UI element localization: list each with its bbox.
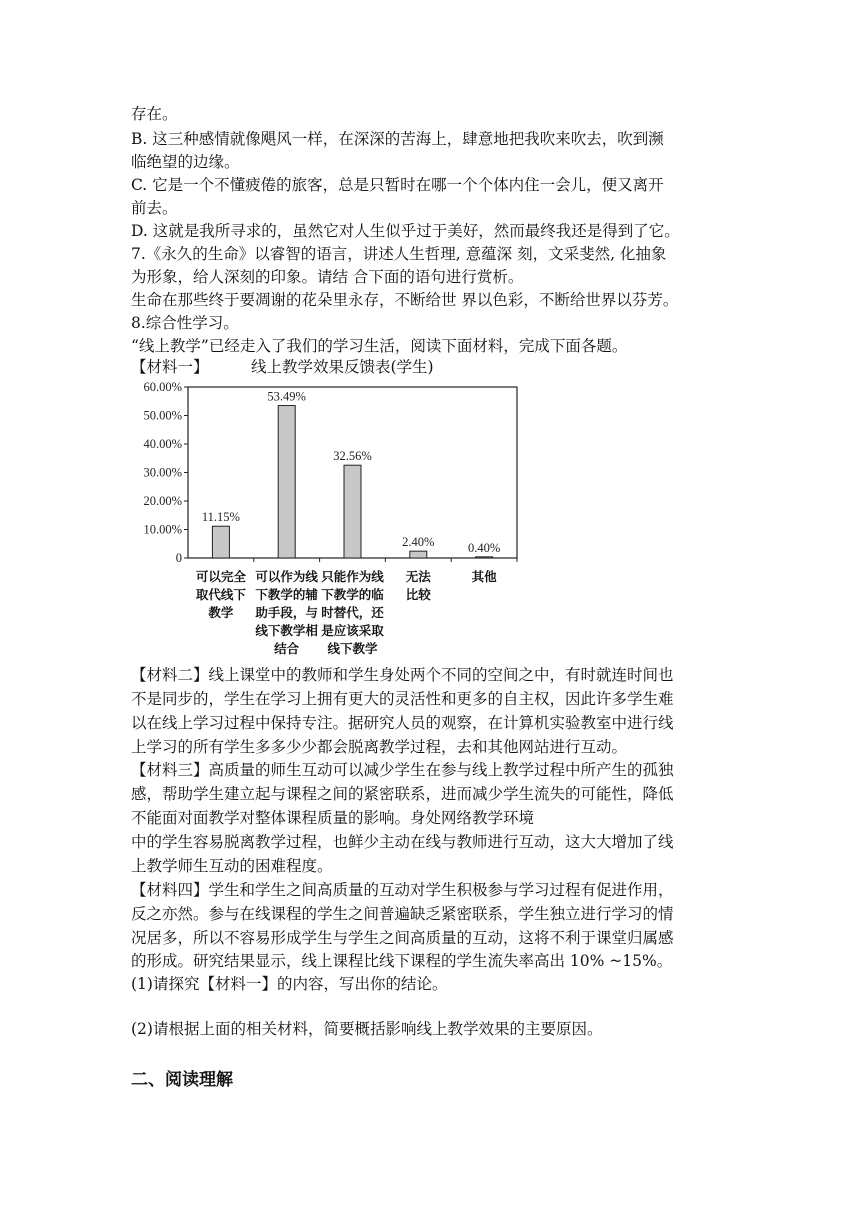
- text-line: 前去。: [131, 199, 178, 217]
- chart-title: 线上教学效果反馈表(学生): [251, 358, 434, 376]
- x-category-label-line: 无法: [405, 569, 431, 584]
- text-line: 感，帮助学生建立起与课程之间的紧密联系，进而减少学生流失的可能性，降低: [131, 785, 674, 803]
- text-line: 为形象，给人深刻的印象。请结 合下面的语句进行赏析。: [131, 268, 524, 286]
- text-line: “线上教学”已经走入了我们的学习生活，阅读下面材料，完成下面各题。: [131, 337, 628, 355]
- text-line: 中的学生容易脱离教学过程，也鲜少主动在线与教师进行互动，这大大增加了线: [131, 833, 674, 851]
- data-label: 53.49%: [267, 389, 306, 404]
- text-line: 临绝望的边缘。: [131, 153, 240, 171]
- y-tick-label: 60.00%: [143, 380, 182, 394]
- section-heading: 二、阅读理解: [131, 1070, 233, 1090]
- question-1: (1)请探究【材料一】的内容，写出你的结论。: [131, 975, 448, 993]
- x-category-label: [444, 568, 524, 586]
- data-label: 11.15%: [201, 510, 240, 525]
- bar: [476, 557, 493, 558]
- x-category-label-line: 线下教学相: [255, 623, 318, 638]
- x-category-label-line: 其他: [471, 569, 497, 584]
- x-category-label-line: 助手段，与: [255, 605, 318, 620]
- text-line: 上学习的所有学生多多少少都会脱离教学过程，去和其他网站进行互动。: [131, 738, 628, 756]
- text-line: 以在线上学习过程中保持专注。据研究人员的观察，在计算机实验教室中进行线: [131, 714, 674, 732]
- text-line: 反之亦然。参与在线课程的学生之间普遍缺乏紧密联系，学生独立进行学习的情: [131, 905, 674, 923]
- text-line: 上教学师生互动的困难程度。: [131, 857, 333, 875]
- x-category-label-line: 时替代，还: [321, 605, 384, 620]
- bar: [212, 526, 229, 558]
- y-tick-label: 40.00%: [143, 437, 182, 451]
- x-category-label-line: 比较: [405, 587, 431, 602]
- text-line: 【材料二】线上课堂中的教师和学生身处两个不同的空间之中，有时就连时间也: [131, 666, 674, 684]
- bar: [410, 551, 427, 558]
- y-tick-label: 20.00%: [143, 494, 182, 508]
- text-line: 不能面对面教学对整体课程质量的影响。身处网络教学环境: [131, 809, 535, 827]
- material1-label: 【材料一】: [131, 358, 209, 376]
- text-line: 的形成。研究结果显示，线上课程比线下课程的学生流失率高出 10% ~15%。: [131, 952, 673, 970]
- data-label: 0.40%: [467, 540, 501, 555]
- data-label: 2.40%: [402, 535, 435, 550]
- x-category-label-line: 下教学的辅: [255, 587, 318, 602]
- x-category-label-line: 可以作为线: [255, 569, 318, 584]
- bar-chart: [131, 372, 531, 656]
- text-line: B. 这三种感情就像飓风一样，在深深的苦海上，肆意地把我吹来吹去，吹到濒: [131, 130, 664, 148]
- text-line: 不是同步的，学生在学习上拥有更大的灵活性和更多的自主权，因此许多学生难: [131, 690, 674, 708]
- text-line: 8.综合性学习。: [131, 314, 239, 332]
- x-category-label-line: 可以完全: [195, 569, 246, 584]
- bar: [278, 406, 295, 558]
- y-tick-label: 30.00%: [143, 465, 182, 480]
- text-line: C. 它是一个不懂疲倦的旅客，总是只暂时在哪一个个体内住一会儿，便又离开: [131, 176, 664, 194]
- text-line: 【材料三】高质量的师生互动可以减少学生在参与线上教学过程中所产生的孤独: [131, 761, 674, 779]
- y-tick-label: 0: [175, 551, 182, 565]
- text-line: 生命在那些终于要凋谢的花朵里永存，不断给世 界以色彩，不断给世界以芬芳。: [131, 291, 679, 309]
- x-category-label-line: 教学: [208, 605, 234, 620]
- y-tick-label: 50.00%: [143, 408, 182, 423]
- x-category-label-line: 取代线下: [195, 587, 246, 602]
- x-category-label-line: 只能作为线: [321, 569, 384, 584]
- y-tick-label: 10.00%: [143, 522, 182, 537]
- text-line: 况居多，所以不容易形成学生与学生之间高质量的互动，这将不利于课堂归属感: [131, 929, 674, 947]
- text-line: 【材料四】学生和学生之间高质量的互动对学生积极参与学习过程有促进作用，: [131, 881, 674, 899]
- x-category-label-line: 结合: [274, 641, 300, 656]
- data-label: 32.56%: [333, 449, 372, 464]
- x-category-label-line: 线下教学: [327, 641, 378, 656]
- x-category-label-line: 下教学的临: [321, 587, 384, 602]
- text-line: 存在。: [131, 105, 178, 123]
- x-category-label-line: 是应该采取: [321, 623, 384, 638]
- bar: [344, 465, 361, 558]
- text-line: D. 这就是我所寻求的，虽然它对人生似乎过于美好，然而最终我还是得到了它。: [131, 222, 680, 240]
- text-line: 7.《永久的生命》以睿智的语言，讲述人生哲理, 意蕴深 刻，文采斐然, 化抽象: [131, 245, 667, 263]
- question-2: (2)请根据上面的相关材料，简要概括影响线上教学效果的主要原因。: [131, 1020, 603, 1038]
